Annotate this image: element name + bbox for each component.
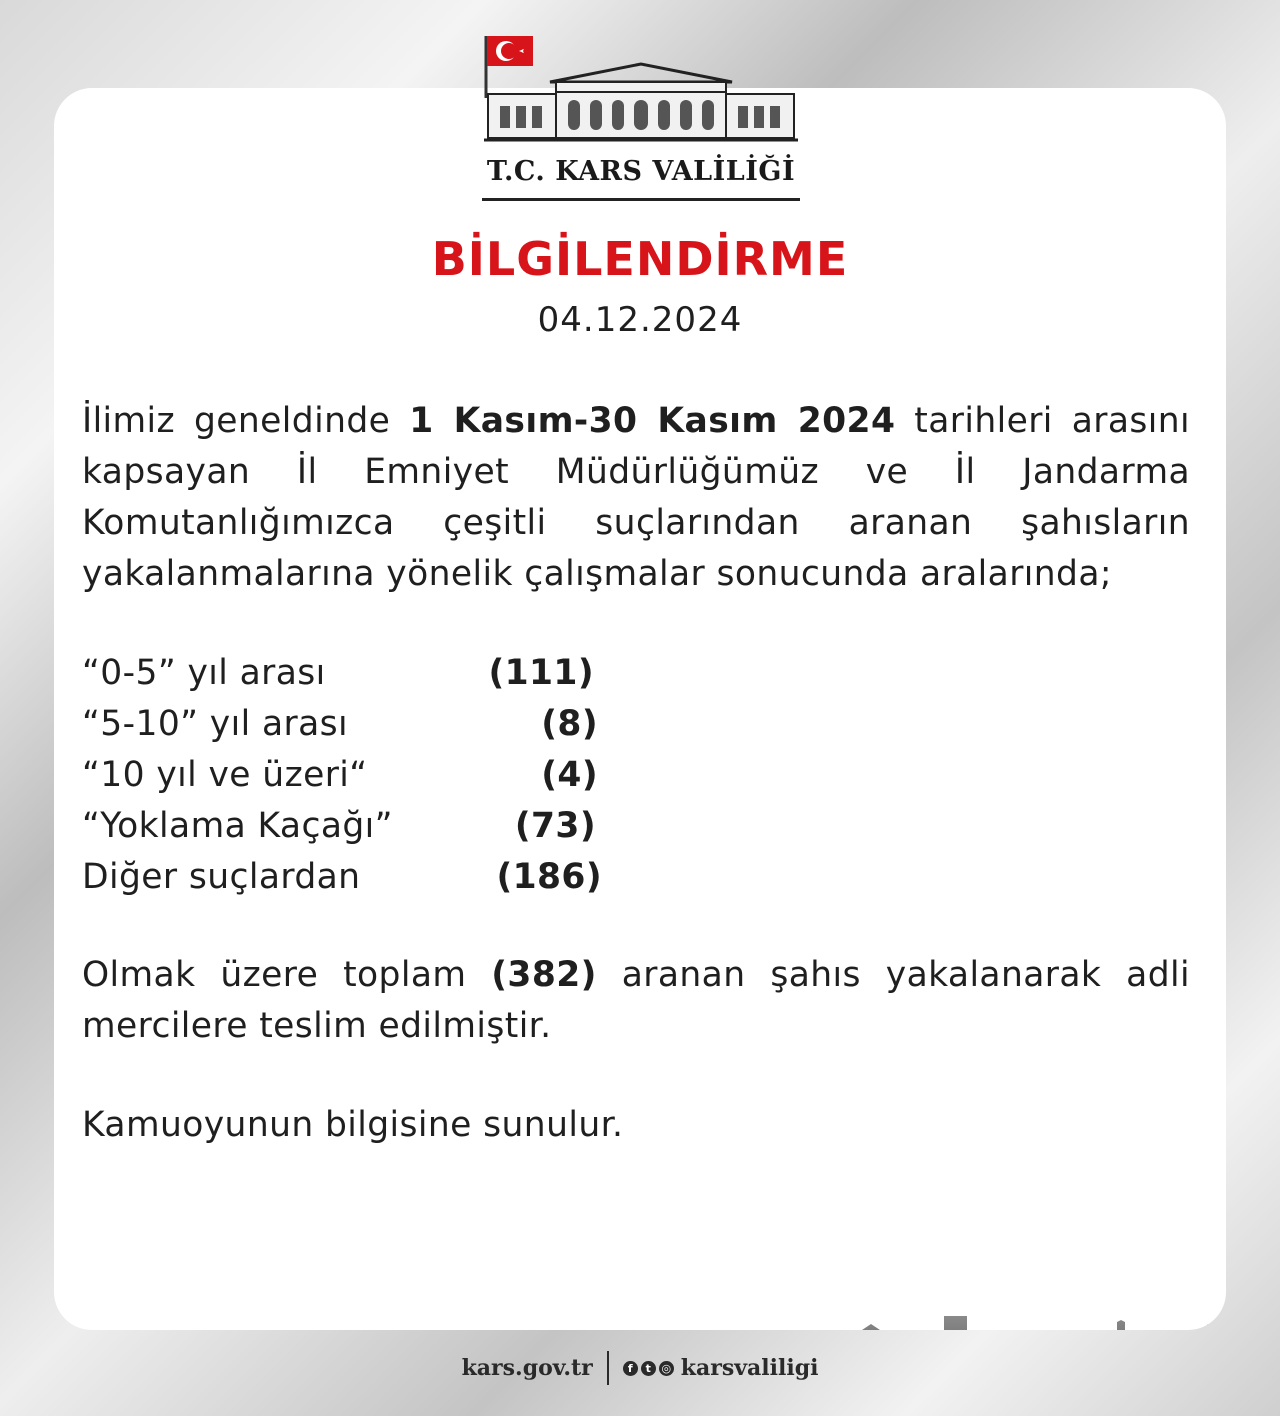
intro-text-end: tarihleri arasını kapsayan İl Emniyet Müdürlüğümüz ve İl Jandarma Komutanlığımızca çeşitli suçlarından aranan şahısların yakalanmalarına yönelik çalışmalar sonucunda aralarında; [82, 401, 1190, 594]
list-item [82, 852, 642, 903]
governorship-building-icon [478, 28, 804, 158]
announcement-date: 04.12.2024 [537, 300, 743, 340]
total-count: (382) [491, 955, 597, 995]
footer [0, 1348, 1280, 1388]
category-count: (73) [514, 806, 596, 846]
summary-text-end: aranan şahıs yakalanarak adli mercilere teslim edilmiştir. [82, 955, 1190, 1046]
list-item [82, 801, 642, 852]
institution-name: T.C. KARS VALİLİĞİ [486, 156, 796, 187]
website-link[interactable]: kars.gov.tr [461, 1355, 593, 1381]
category-label: “10 yıl ve üzeri“ [82, 755, 368, 795]
category-count: (8) [541, 704, 598, 744]
facebook-icon[interactable]: f [623, 1361, 638, 1376]
list-item [82, 699, 642, 750]
category-list [82, 648, 642, 903]
instagram-icon[interactable]: ◎ [659, 1361, 674, 1376]
twitter-icon[interactable]: t [641, 1361, 656, 1376]
kars-skyline-illustration [149, 1310, 1224, 1330]
date-range: 1 Kasım-30 Kasım 2024 [409, 401, 896, 441]
announcement-title: BİLGİLENDİRME [431, 232, 849, 286]
category-label: “Yoklama Kaçağı” [82, 806, 393, 846]
category-count: (111) [488, 653, 594, 693]
category-count: (4) [541, 755, 598, 795]
intro-text-start: İlimiz geneldinde [82, 401, 410, 441]
summary-text-start: Olmak üzere toplam [82, 955, 492, 995]
category-label: “5-10” yıl arası [82, 704, 348, 744]
kars-valiligi-logo [478, 28, 804, 206]
closing-text: Kamuoyunun bilgisine sunulur. [82, 1105, 624, 1145]
logo-underline [482, 198, 800, 201]
intro-paragraph [82, 396, 1190, 600]
list-item [82, 648, 642, 699]
category-count: (186) [496, 857, 602, 897]
summary-paragraph [82, 950, 1190, 1052]
list-item [82, 750, 642, 801]
social-handle[interactable]: karsvaliligi [680, 1355, 819, 1381]
category-label: “0-5” yıl arası [82, 653, 326, 693]
category-label: Diğer suçlardan [82, 857, 361, 897]
footer-divider [607, 1351, 609, 1385]
